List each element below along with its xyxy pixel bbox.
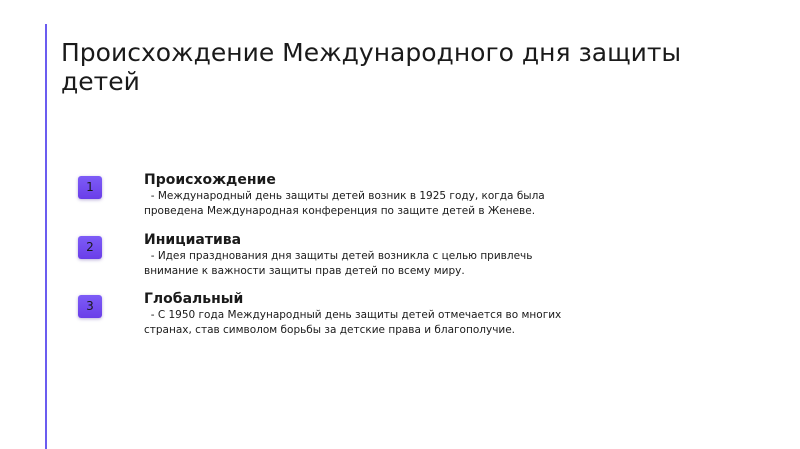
item-description-text: - Идея празднования дня защиты детей возникла с целью привлечь внимание к важности защиты прав детей по всему миру.	[144, 250, 533, 277]
item-heading: Глобальный	[144, 291, 244, 307]
number-badge: 2	[78, 236, 102, 259]
item-description	[144, 308, 564, 337]
item-heading: Инициатива	[144, 232, 242, 248]
item-content	[144, 172, 564, 218]
number-badge: 3	[78, 295, 102, 318]
item-description-text: - С 1950 года Международный день защиты детей отмечается во многих странах, став символом борьбы за детские права и благополучие.	[144, 309, 562, 336]
number-badge: 1	[78, 176, 102, 199]
item-heading: Происхождение	[144, 172, 276, 188]
slide-title: Происхождение Международного дня защиты детей	[61, 38, 682, 96]
item-description	[144, 189, 564, 218]
item-content	[144, 232, 564, 278]
item-description-text: - Международный день защиты детей возник в 1925 году, когда была проведена Международная конференция по защите детей в Женеве.	[144, 190, 545, 217]
item-description	[144, 249, 564, 278]
item-content	[144, 291, 564, 337]
